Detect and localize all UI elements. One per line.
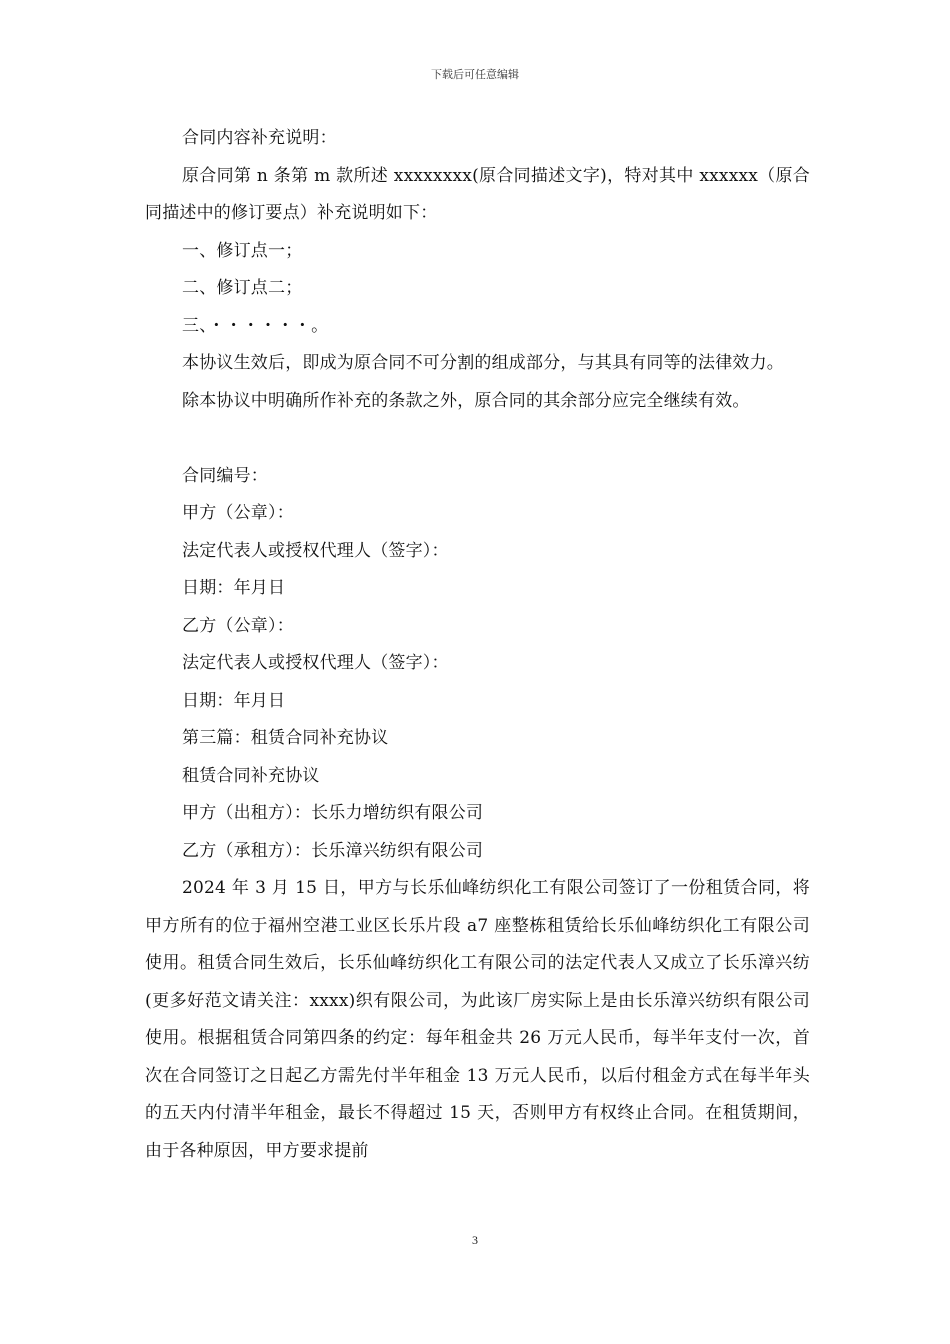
paragraph: 本协议生效后，即成为原合同不可分割的组成部分，与其具有同等的法律效力。 [182, 353, 784, 373]
chapter-title: 第三篇：租赁合同补充协议 [182, 728, 389, 748]
lessee-line: 乙方（承租方）：长乐漳兴纺织有限公司 [182, 840, 484, 861]
party-a-signature-line: 法定代表人或授权代理人（签字）： [182, 540, 449, 561]
list-item: 三、・・・・・・。 [182, 315, 329, 336]
party-a-date-line: 日期：年月日 [182, 578, 286, 598]
section-heading: 合同内容补充说明： [182, 128, 337, 148]
contract-number-line: 合同编号： [182, 465, 268, 486]
party-a-seal-line: 甲方（公章）： [182, 503, 294, 523]
agreement-title: 租赁合同补充协议 [182, 765, 320, 786]
party-b-signature-line: 法定代表人或授权代理人（签字）： [182, 653, 449, 673]
party-b-seal-line: 乙方（公章）： [182, 615, 294, 636]
paragraph: 原合同第 n 条第 m 款所述 xxxxxxxx(原合同描述文字)，特对其中 xxxxxx（原合同描述中的修订要点）补充说明如下： [145, 165, 810, 223]
document-body [145, 120, 810, 1170]
party-b-date-line: 日期：年月日 [182, 690, 286, 711]
page-number: 3 [472, 1233, 478, 1247]
paragraph: 2024 年 3 月 15 日，甲方与长乐仙峰纺织化工有限公司签订了一份租赁合同，将甲方所有的位于福州空港工业区长乐片段 a7 座整栋租赁给长乐仙峰纺织化工有限公司使用。租赁合同生效后，长乐仙峰纺织化工有限公司的法定代表人又成立了长乐漳兴纺(更多好范文请关注：xxxx)织有限公司，为此该厂房实际上是由长乐漳兴纺织有限公司使用。根据租赁合同第四条的约定：每年租金共 26 万元人民币，每半年支付一次，首次在合同签订之日起乙方需先付半年租金 13 万元人民币，以后付租金方式在每半年头的五天内付清半年租金，最长不得超过 15 天，否则甲方有权终止合同。在租赁期间，由于各种原因，甲方要求提前 [145, 878, 810, 1161]
page-header: 下载后可任意编辑 [431, 68, 519, 81]
paragraph: 除本协议中明确所作补充的条款之外，原合同的其余部分应完全继续有效。 [182, 390, 750, 411]
lessor-line: 甲方（出租方）：长乐力增纺织有限公司 [182, 803, 484, 823]
list-item: 一、修订点一； [182, 240, 303, 261]
list-item: 二、修订点二； [182, 278, 303, 298]
blank-line [145, 420, 810, 458]
